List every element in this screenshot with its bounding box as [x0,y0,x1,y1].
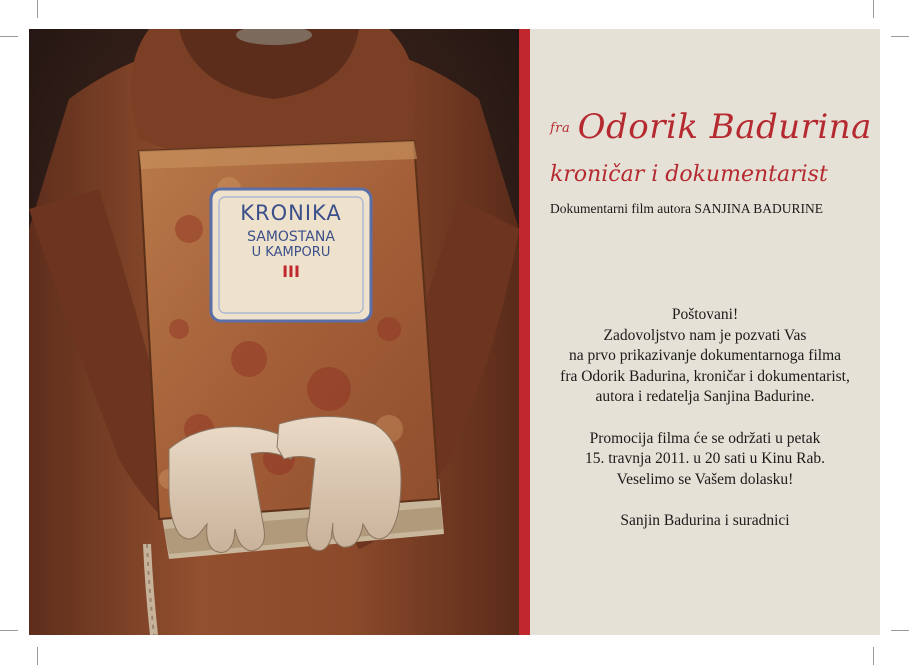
film-subtitle: kroničar i dokumentarist [550,162,828,187]
crop-mark-top-left-h [0,36,18,37]
greeting: Poštovani! [671,306,739,323]
red-divider-band [519,29,530,635]
crop-mark-bottom-right-v [873,647,874,665]
film-credit: Dokumentarni film autora SANJINA BADURINE [550,201,823,216]
title-name: Odorik Badurina [577,107,872,147]
invitation-card [29,29,880,635]
crop-mark-top-left-v [37,0,38,18]
paragraph1-line: na prvo prikazivanje dokumentarnoga filma [568,347,841,365]
paragraph-gap [530,490,880,511]
paragraph2-line: Veselimo se Vašem dolasku! [616,470,794,488]
crop-mark-bottom-right-h [891,630,909,631]
invitation-text-panel [530,29,880,635]
hands-illustration [29,29,519,635]
title-prefix: fra [550,121,571,136]
book-label-line1: KRONIKA [240,201,342,225]
paragraph1-line: Zadovoljstvo nam je pozvati Vas [603,326,807,344]
paragraph-gap [530,408,880,429]
paragraph2-line: 15. travnja 2011. u 20 sati u Kinu Rab. [584,450,826,468]
film-title [550,107,880,147]
signature: Sanjin Badurina i suradnici [620,511,790,529]
book-label-line2: SAMOSTANA [247,229,335,245]
paragraph1-line: autora i redatelja Sanjina Badurine. [595,388,815,406]
book-label-volume: III [282,262,300,281]
paragraph1-line: fra Odorik Badurina, kroničar i dokumentarist, [560,367,850,385]
friar-photo [29,29,519,635]
paragraph2-line: Promocija filma će se održati u petak [589,429,821,447]
invitation-body [530,305,880,532]
book-label-line3: U KAMPORU [251,245,331,260]
crop-mark-bottom-left-v [37,647,38,665]
crop-mark-top-right-h [891,36,909,37]
crop-mark-top-right-v [873,0,874,18]
crop-mark-bottom-left-h [0,630,18,631]
